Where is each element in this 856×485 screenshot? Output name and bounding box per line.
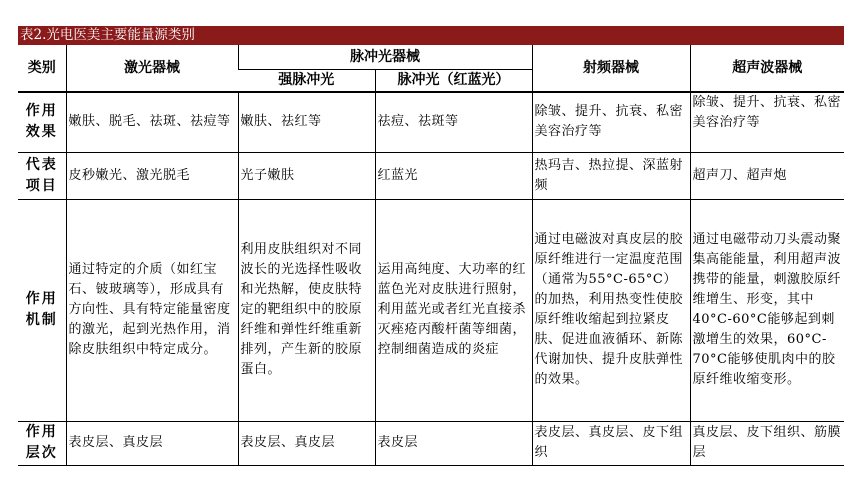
cell-ipl-strong: 利用皮肤组织对不同波长的光选择性吸收和光热解，使皮肤特定的靶组织中的胶原纤维和弹性纤维重新排列，产生新的胶原蛋白。	[238, 199, 375, 421]
cell-rf: 表皮层、真皮层、皮下组织	[532, 421, 690, 465]
header-rf: 射频器械	[532, 45, 690, 92]
table-row	[18, 92, 844, 152]
header-pulsed-light: 脉冲光器械	[238, 45, 532, 69]
header-ipl-strong: 强脉冲光	[238, 69, 375, 92]
cell-ultrasound: 超声刀、超声炮	[690, 152, 844, 199]
cell-laser: 皮秒嫩光、激光脱毛	[66, 152, 238, 199]
row-label: 作用效果	[18, 92, 66, 152]
cell-ipl-redblue: 表皮层	[375, 421, 532, 465]
cell-laser: 通过特定的介质（如红宝石、铍玻璃等），形成具有方向性、具有特定能量密度的激光，起到光热作用，消除皮肤组织中特定成分。	[66, 199, 238, 421]
header-ipl-redblue: 脉冲光（红蓝光）	[375, 69, 532, 92]
table-row	[18, 152, 844, 199]
cell-rf: 热玛吉、热拉提、深蓝射频	[532, 152, 690, 199]
cell-laser: 表皮层、真皮层	[66, 421, 238, 465]
energy-source-table	[18, 45, 844, 466]
table-title: 表2.光电医美主要能量源类别	[18, 26, 844, 45]
header-ultrasound: 超声波器械	[690, 45, 844, 92]
row-label: 代表项目	[18, 152, 66, 199]
row-label: 作用机制	[18, 199, 66, 421]
cell-ultrasound: 通过电磁带动刀头震动聚集高能能量，利用超声波携带的能量，刺激胶原纤维增生、形变，其中40°C-60°C能够起到刺激增生的效果，60°C-70°C能够使肌肉中的胶原纤维收缩变形。	[690, 199, 844, 421]
header-row-1	[18, 45, 844, 69]
cell-ultrasound: 真皮层、皮下组织、筋膜层	[690, 421, 844, 465]
cell-ipl-strong: 嫩肤、祛红等	[238, 92, 375, 152]
cell-ipl-redblue: 运用高纯度、大功率的红蓝色光对皮肤进行照射，利用蓝光或者红光直接杀灭痤疮丙酸杆菌等细菌，控制细菌造成的炎症	[375, 199, 532, 421]
cell-laser: 嫩肤、脱毛、祛斑、祛痘等	[66, 92, 238, 152]
cell-rf: 通过电磁波对真皮层的胶原纤维进行一定温度范围（通常为55°C-65°C）的加热，利用热变性使胶原纤维收缩起到拉紧皮肤、促进血液循环、新陈代谢加快、提升皮肤弹性的效果。	[532, 199, 690, 421]
table-row	[18, 199, 844, 421]
cell-rf: 除皱、提升、抗衰、私密美容治疗等	[532, 92, 690, 152]
cell-ipl-strong: 光子嫩肤	[238, 152, 375, 199]
cell-ipl-strong: 表皮层、真皮层	[238, 421, 375, 465]
row-label: 作用层次	[18, 421, 66, 465]
cell-ipl-redblue: 红蓝光	[375, 152, 532, 199]
cell-ipl-redblue: 祛痘、祛斑等	[375, 92, 532, 152]
table-row	[18, 421, 844, 465]
cell-ultrasound: 除皱、提升、抗衰、私密美容治疗等	[690, 92, 844, 152]
header-laser: 激光器械	[66, 45, 238, 92]
header-category: 类别	[18, 45, 66, 92]
